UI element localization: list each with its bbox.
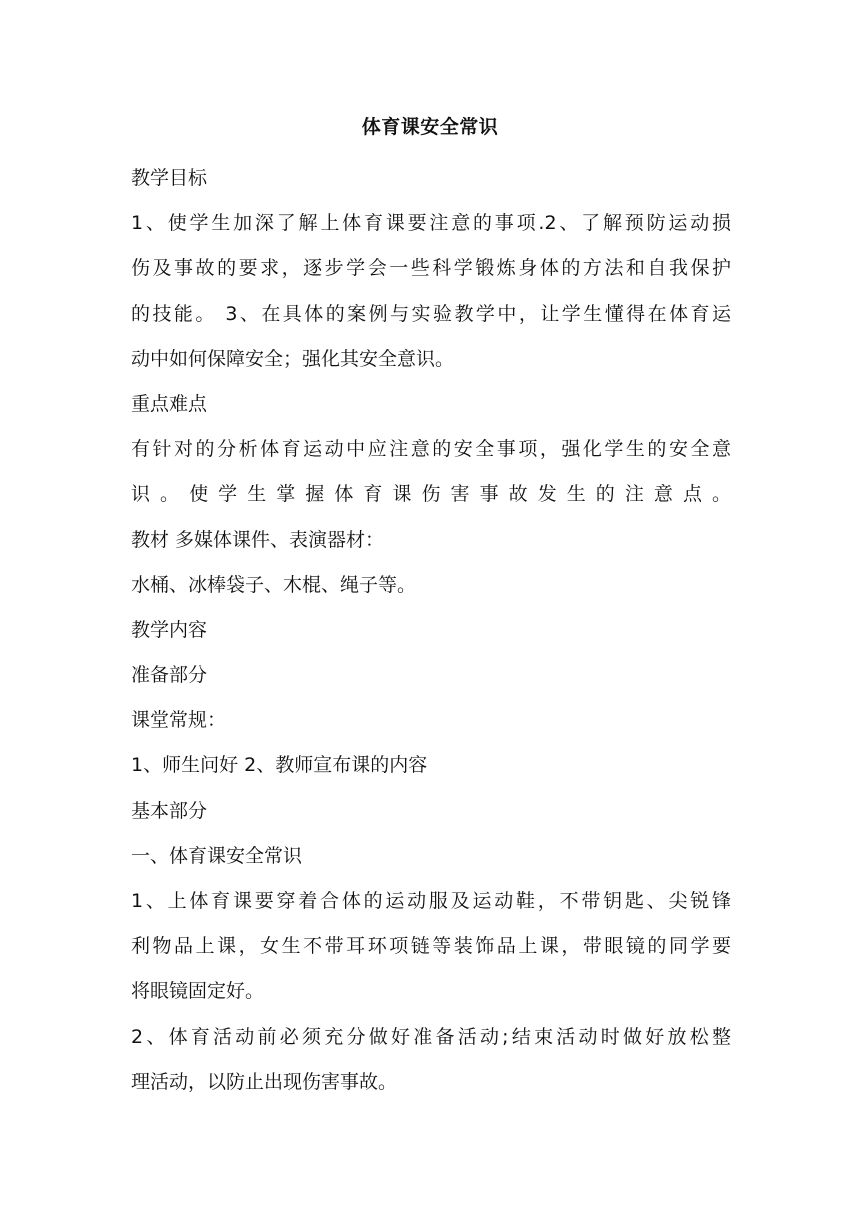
- heading-key-difficulties: 重点难点: [131, 392, 208, 415]
- paragraph-line: 水桶、冰棒袋子、木棍、绳子等。: [131, 573, 417, 596]
- paragraph-line: 识 。 使 学 生 掌 握 体 育 课 伤 害 事 故 发 生 的 注 意 点 。: [131, 483, 731, 506]
- paragraph-line: 利物品上课，女生不带耳环项链等装饰品上课，带眼镜的同学要: [131, 935, 731, 958]
- paragraph-line: 教材 多媒体课件、表演器材：: [131, 528, 385, 551]
- paragraph-line: 理活动，以防止出现伤害事故。: [131, 1070, 398, 1093]
- heading-preparation-part: 准备部分: [131, 664, 208, 687]
- paragraph-line: 1、师生问好 2、教师宣布课的内容: [131, 754, 428, 777]
- heading-basic-part: 基本部分: [131, 799, 208, 822]
- paragraph-line: 动中如何保障安全；强化其安全意识。: [131, 347, 455, 370]
- paragraph-line: 将眼镜固定好。: [131, 980, 265, 1003]
- document-title: 体育课安全常识: [361, 116, 499, 138]
- heading-safety-knowledge: 一、体育课安全常识: [131, 844, 303, 867]
- paragraph-line: 有针对的分析体育运动中应注意的安全事项，强化学生的安全意: [131, 438, 731, 461]
- heading-teaching-objectives: 教学目标: [131, 167, 208, 189]
- paragraph-line: 2、体育活动前必须充分做好准备活动;结束活动时做好放松整: [131, 1025, 731, 1048]
- heading-teaching-content: 教学内容: [131, 618, 208, 641]
- document-body: [131, 156, 731, 1105]
- paragraph-line: 1、上体育课要穿着合体的运动服及运动鞋，不带钥匙、尖锐锋: [131, 890, 731, 912]
- paragraph-line: 1、使学生加深了解上体育课要注意的事项.2、了解预防运动损: [131, 212, 731, 235]
- heading-class-routine: 课堂常规：: [131, 709, 227, 732]
- paragraph-line: 伤及事故的要求，逐步学会一些科学锻炼身体的方法和自我保护: [131, 257, 731, 280]
- paragraph-line: 的技能。 3、在具体的案例与实验教学中，让学生懂得在体育运: [131, 302, 731, 325]
